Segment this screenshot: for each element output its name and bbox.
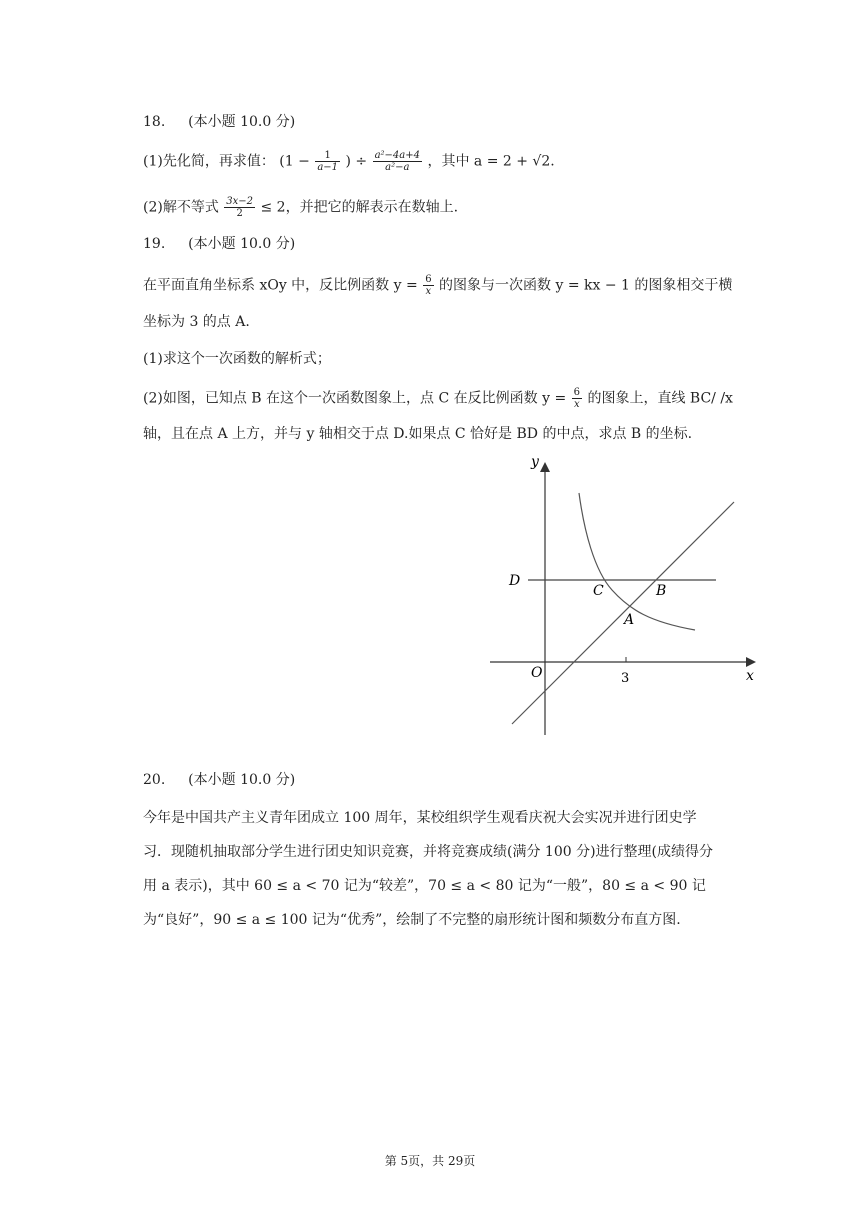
q18-part1-open: (1 − xyxy=(279,153,310,170)
label-x: x xyxy=(746,668,754,684)
label-origin: O xyxy=(531,665,543,681)
q19-line-1-a: 在平面直角坐标系 xOy 中，反比例函数 y = xyxy=(143,277,418,294)
label-b: B xyxy=(656,583,667,599)
q19-part2-fraction-numerator: 6 xyxy=(573,387,580,398)
q19-part2-b: 的图象上，直线 BC/ /x xyxy=(587,390,733,407)
q20-heading xyxy=(143,770,295,790)
q19-part2-a: (2)如图，已知点 B 在这个一次函数图象上，点 C 在反比例函数 y = xyxy=(143,390,567,407)
q18-header: (本小题 10.0 分) xyxy=(188,114,296,130)
label-y: y xyxy=(531,454,539,470)
q19-line-1-fraction-numerator: 6 xyxy=(425,274,432,285)
q18-number: 18. xyxy=(143,114,166,130)
q19-line-1-fraction-denominator: x xyxy=(425,286,432,297)
q20-header: (本小题 10.0 分) xyxy=(188,772,296,788)
q19-line-1-b: 的图象与一次函数 y = kx − 1 的图象相交于横 xyxy=(439,277,733,294)
q18-fraction-2-denominator: a²−a xyxy=(385,162,410,173)
q19-part2-line-2: 轴，且在点 A 上方，并与 y 轴相交于点 D.如果点 C 恰好是 BD 的中点，求点 B 的坐标. xyxy=(143,426,693,442)
q19-line-2: 坐标为 3 的点 A. xyxy=(143,314,250,330)
q18-part2-fraction-denominator: 2 xyxy=(236,208,243,219)
q20-line-2: 习．现随机抽取部分学生进行团史知识竞赛，并将竞赛成绩(满分 100 分)进行整理(成绩得分 xyxy=(143,844,714,860)
label-a: A xyxy=(624,612,635,628)
q18-part1-prefix: (1)先化简，再求值： xyxy=(143,153,275,170)
q20-number: 20. xyxy=(143,772,166,788)
q18-fraction-1-denominator: a−1 xyxy=(317,162,339,173)
q18-fraction-1-numerator: 1 xyxy=(315,150,340,162)
q19-part1: (1)求这个一次函数的解析式； xyxy=(143,351,331,367)
q18-part1-condition: ，其中 a = 2 + √2. xyxy=(427,153,555,170)
q18-part1-mid: ) ÷ xyxy=(345,153,368,170)
q18-fraction-2-numerator: a²−4a+4 xyxy=(374,150,420,161)
label-d: D xyxy=(509,573,521,589)
page-footer: 第 5页，共 29页 xyxy=(384,1154,476,1168)
q19-part2-fraction-denominator: x xyxy=(573,399,580,410)
q18-part2-fraction-numerator: 3x−2 xyxy=(226,196,254,207)
q20-line-4: 为“良好”，90 ≤ a ≤ 100 记为“优秀”，绘制了不完整的扇形统计图和频数分布直方图. xyxy=(143,912,681,928)
hyperbola-curve xyxy=(579,493,695,630)
y-axis-arrow xyxy=(540,462,550,472)
q18-part2-prefix: (2)解不等式 xyxy=(143,199,219,216)
q18-part2-rest: ≤ 2，并把它的解表示在数轴上. xyxy=(260,199,459,216)
q19-header: (本小题 10.0 分) xyxy=(188,236,296,252)
q20-line-3: 用 a 表示)，其中 60 ≤ a < 70 记为“较差”，70 ≤ a < 80 记为“一般”，80 ≤ a < 90 记 xyxy=(143,878,706,894)
q19-number: 19. xyxy=(143,236,166,252)
label-tick-3: 3 xyxy=(621,671,630,686)
q20-line-1: 今年是中国共产主义青年团成立 100 周年，某校组织学生观看庆祝大会实况并进行团史学 xyxy=(143,810,697,826)
label-c: C xyxy=(593,583,604,599)
x-axis-arrow xyxy=(746,657,756,667)
